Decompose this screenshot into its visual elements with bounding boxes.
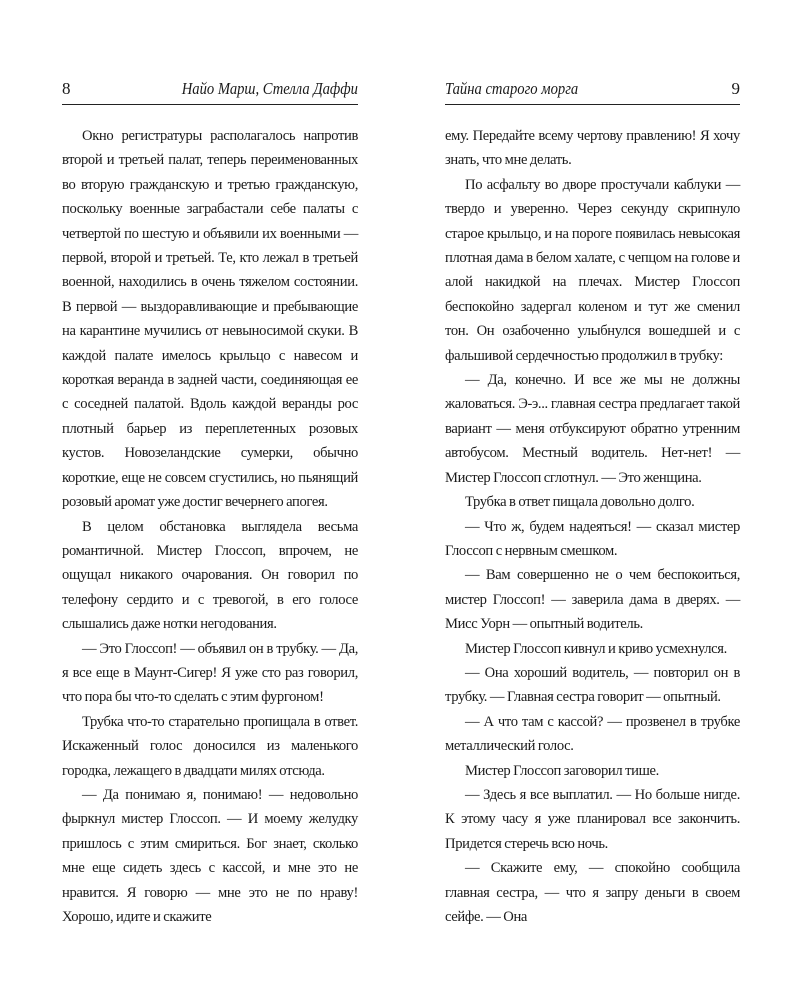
left-page-header <box>62 78 358 105</box>
paragraph: — Да, конечно. И все же мы не должны жаловаться. Э-э... главная сестра предлагает такой вариант — меня отбуксируют обратно утренним автобусом. Местный водитель. Нет-нет! — Мистер Глоссоп сглотнул. — Это женщина. <box>445 372 740 486</box>
paragraph: По асфальту во дворе простучали каблуки — твердо и уверенно. Через секунду скрипнуло старое крыльцо, и на пороге появилась невысокая плотная дама в белом халате, с чепцом на голове и алой накидкой на плечах. Мистер Глоссоп беспокойно задергал коленом и тут же сменил тон. Он озабоченно улыбнулся вошедшей и с фальшивой сердечностью продолжил в трубку: <box>445 176 740 364</box>
paragraph: — Это Глоссоп! — объявил он в трубку. — Да, я все еще в Маунт-Сигер! Я уже сто раз говорил, что пора бы что-то сделать с этим фургоном! <box>62 640 358 706</box>
paragraph: — Что ж, будем надеяться! — сказал мистер Глоссоп с нервным смешком. <box>445 518 740 559</box>
left-page <box>62 0 358 1000</box>
right-page <box>445 0 740 1000</box>
right-page-header <box>445 78 740 105</box>
left-page-number: 8 <box>62 79 71 98</box>
paragraph: Мистер Глоссоп кивнул и криво усмехнулся. <box>465 640 727 657</box>
paragraph: — Да понимаю я, понимаю! — недовольно фыркнул мистер Глоссоп. — И моему желудку пришлось с этим смириться. Бог знает, сколько мне еще сидеть здесь с кассой, и мне это не нравится. Я говорю — мне это не по нраву! Хорошо, идите и скажите <box>62 786 358 925</box>
right-page-body <box>445 124 740 929</box>
right-page-number: 9 <box>731 79 740 98</box>
paragraph: Трубка в ответ пищала довольно долго. <box>465 494 695 511</box>
paragraph: — Скажите ему, — спокойно сообщила главная сестра, — что я запру деньги в своем сейфе. — Она <box>445 860 740 925</box>
paragraph: — Она хороший водитель, — повторил он в трубку. — Главная сестра говорит — опытный. <box>445 664 740 706</box>
paragraph: Окно регистратуры располагалось напротив второй и третьей палат, теперь переименованных во вторую гражданскую и третью гражданскую, поскольку военные заграбастали себе палаты с четвертой по шестую и объявили их военными — первой, второй и третьей. Те, кто лежал в третьей военной, находились в очень тяжелом состоянии. В первой — выздоравливающие и пребывающие на карантине мучились от невыносимой скуки. В каждой палате имелось крыльцо с навесом и короткая веранда в задней части, соединяющая ее с соседней палатой. Вдоль каждой веранды рос плотный барьер из переплетенных розовых кустов. Новозеландские сумерки, обычно короткие, еще не совсем сгустились, но пьянящий розовый аромат уже достиг вечернего апогея. <box>62 128 358 511</box>
paragraph-continuation: ему. Передайте всему чертову правлению! Я хочу знать, что мне делать. <box>445 128 740 169</box>
paragraph: — А что там с кассой? — прозвенел в трубке металлический голос. <box>445 713 740 755</box>
left-running-header: Найо Марш, Стелла Даффи <box>181 79 358 98</box>
paragraph: В целом обстановка выглядела весьма романтичной. Мистер Глоссоп, впрочем, не ощущал никакого очарования. Он говорил по телефону сердито и с тревогой, в его голосе слышались даже нотки негодования. <box>62 518 358 633</box>
right-running-header: Тайна старого морга <box>445 79 579 98</box>
paragraph: — Вам совершенно не о чем беспокоиться, мистер Глоссоп! — заверила дама в дверях. — Мисс Уорн — опытный водитель. <box>445 567 740 633</box>
paragraph: — Здесь я все выплатил. — Но больше нигде. К этому часу я уже планировал все закончить. Придется стеречь всю ночь. <box>445 786 740 852</box>
paragraph: Трубка что-то старательно пропищала в ответ. Искаженный голос доносился из маленького городка, лежащего в двадцати милях отсюда. <box>62 713 358 779</box>
paragraph: Мистер Глоссоп заговорил тише. <box>465 762 659 779</box>
left-page-body <box>62 124 358 929</box>
